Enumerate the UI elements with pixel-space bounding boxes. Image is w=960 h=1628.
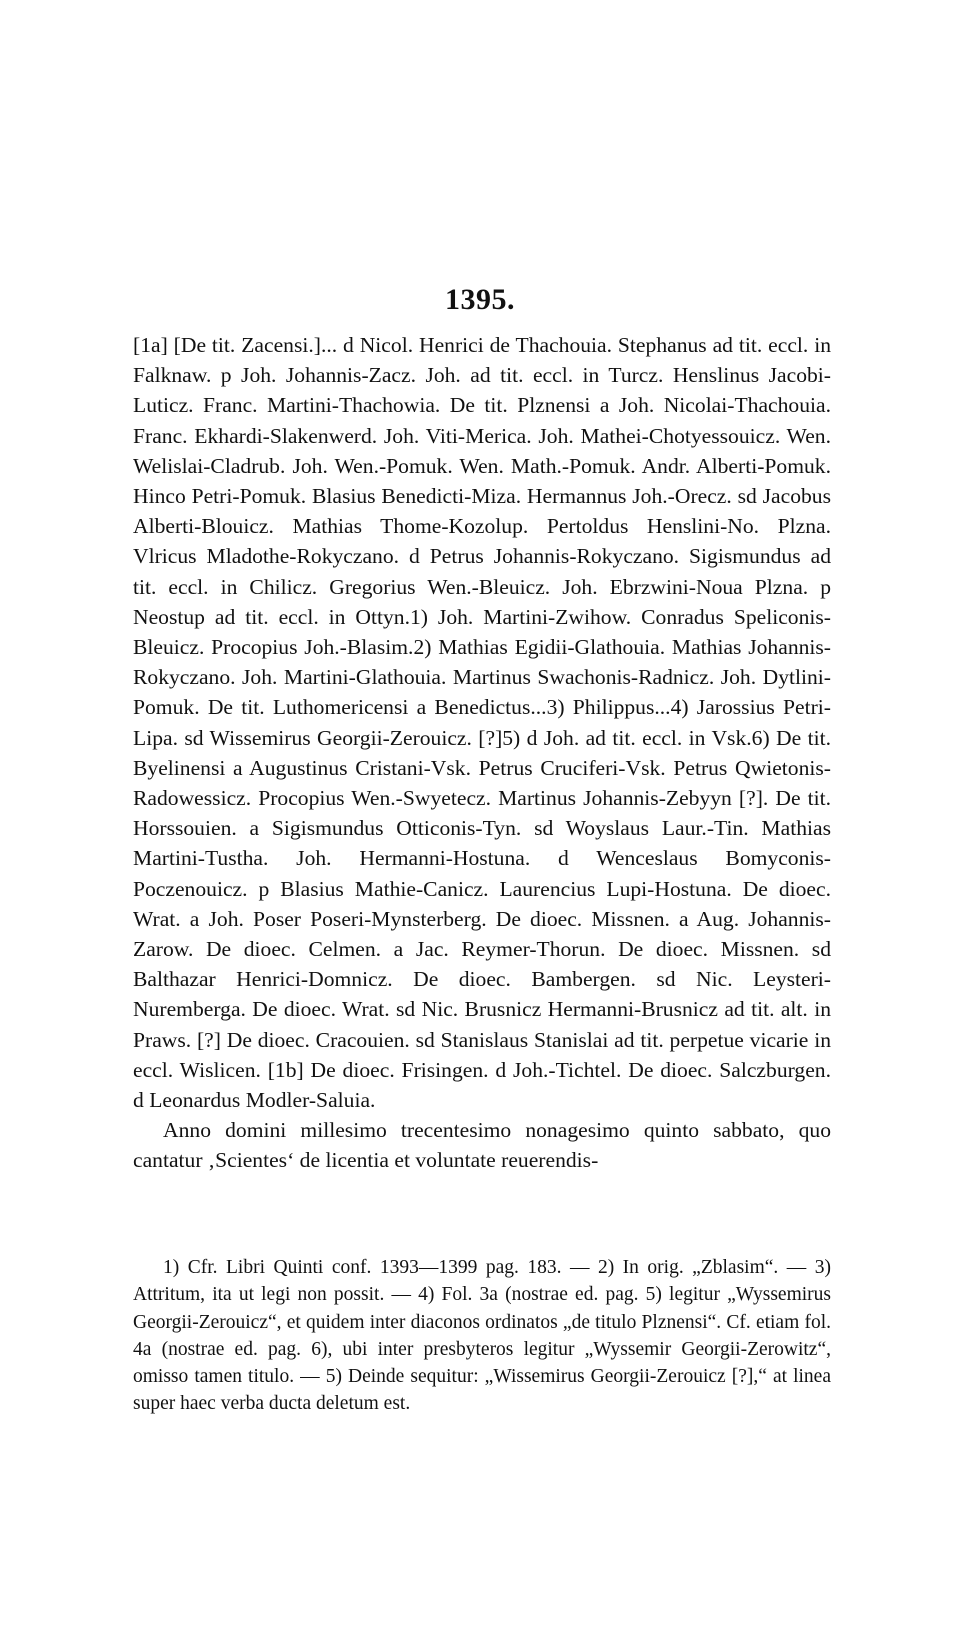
main-text <box>133 330 831 1176</box>
footnote-paragraph: 1) Cfr. Libri Quinti conf. 1393—1399 pag. 183. — 2) In orig. „Zblasim“. — 3) Attritum, ita ut legi non possit. — 4) Fol. 3a (nostrae ed. pag. 5) legitur „Wyssemirus Georgii-Zerouicz“, et quidem inter diaconos ordinatos „de titulo Plznensi“. Cf. etiam fol. 4a (nostrae ed. pag. 6), ubi inter presbyteros legitur „Wyssemir Georgii-Zerowitz“, omisso tamen titulo. — 5) Deinde sequitur: „Wissemirus Georgii-Zerouicz [?],“ at linea super haec verba ducta deletum est. <box>133 1257 831 1415</box>
ordination-list-paragraph: [1a] [De tit. Zacensi.]... d Nicol. Henrici de Thachouia. Stephanus ad tit. eccl. in Falknaw. p Joh. Johannis-Zacz. Joh. ad tit. eccl. in Turcz. Henslinus Jacobi-Luticz. Franc. Martini-Thachowia. De tit. Plznensi a Joh. Nicolai-Thachouia. Franc. Ekhardi-Slakenwerd. Joh. Viti-Merica. Joh. Mathei-Chotyessouicz. Wen. Welislai-Cladrub. Joh. Wen.-Pomuk. Wen. Math.-Pomuk. Andr. Alberti-Pomuk. Hinco Petri-Pomuk. Blasius Benedicti-Miza. Hermannus Joh.-Orecz. sd Jacobus Alberti-Blouicz. Mathias Thome-Kozolup. Pertoldus Henslini-No. Plzna. Vlricus Mladothe-Rokyczano. d Petrus Johannis-Rokyczano. Sigismundus ad tit. eccl. in Chilicz. Gregorius Wen.-Bleuicz. Joh. Ebrzwini-Noua Plzna. p Neostup ad tit. eccl. in Ottyn.1) Joh. Martini-Zwihow. Conradus Speliconis-Bleuicz. Procopius Joh.-Blasim.2) Mathias Egidii-Glathouia. Mathias Johannis-Rokyczano. Joh. Martini-Glathouia. Martinus Swachonis-Radnicz. Joh. Dytlini-Pomuk. De tit. Luthomericensi a Benedictus...3) Philippus...4) Jarossius Petri-Lipa. sd Wissemirus Georgii-Zerouicz. [?]5) d Joh. ad tit. eccl. in Vsk.6) De tit. Byelinensi a Augustinus Cristani-Vsk. Petrus Cruciferi-Vsk. Petrus Qwietonis-Radowessicz. Procopius Wen.-Swyetecz. Martinus Johannis-Zebyyn [?]. De tit. Horssouien. a Sigismundus Otticonis-Tyn. sd Woyslaus Laur.-Tin. Mathias Martini-Tustha. Joh. Hermanni-Hostuna. d Wenceslaus Bomyconis-Poczenouicz. p Blasius Mathie-Canicz. Laurencius Lupi-Hostuna. De dioec. Wrat. a Joh. Poser Poseri-Mynsterberg. De dioec. Missnen. a Aug. Johannis-Zarow. De dioec. Celmen. a Jac. Reymer-Thorun. De dioec. Missnen. sd Balthazar Henrici-Domnicz. De dioec. Bambergen. sd Nic. Leysteri-Nuremberga. De dioec. Wrat. sd Nic. Brusnicz Hermanni-Brusnicz ad tit. alt. in Praws. [?] De dioec. Cracouien. sd Stanislaus Stanislai ad tit. perpetue vicarie in eccl. Wislicen. [1b] De dioec. Frisingen. d Joh.-Tichtel. De dioec. Salczburgen. d Leonardus Modler-Saluia. <box>133 333 831 1113</box>
anno-domini-paragraph: Anno domini millesimo trecentesimo nonagesimo quinto sabbato, quo cantatur ‚Scientes‘ de licentia et voluntate reuerendis- <box>133 1118 831 1173</box>
footnotes <box>133 1254 831 1418</box>
year-heading: 1395. <box>445 283 515 316</box>
